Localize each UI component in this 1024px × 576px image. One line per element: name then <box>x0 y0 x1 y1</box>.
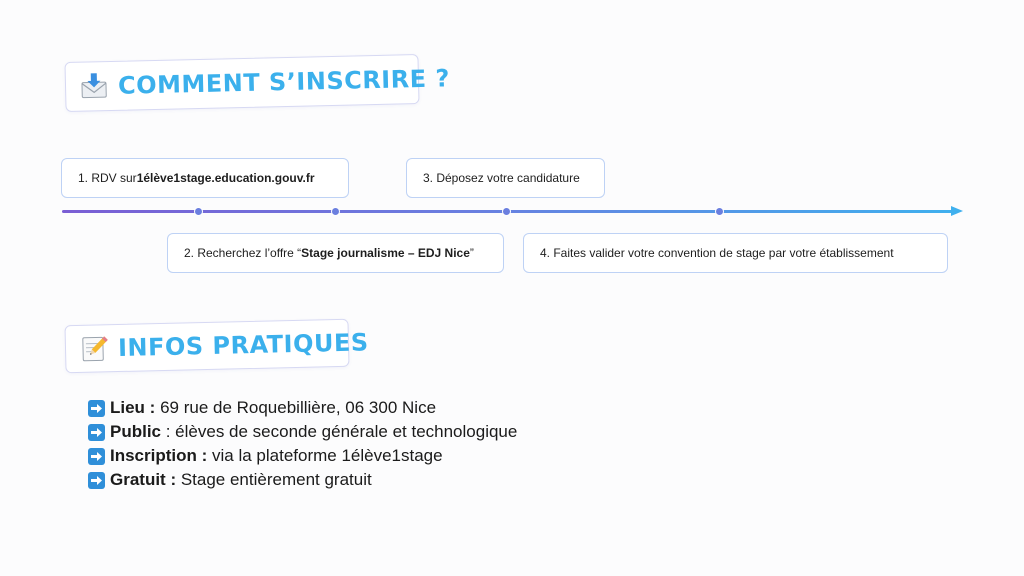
info-value: via la plateforme 1élève1stage <box>207 446 443 465</box>
envelope-download-icon <box>80 72 109 101</box>
info-key: Lieu : <box>110 398 156 417</box>
info-item-gratuit <box>88 468 517 492</box>
right-arrow-icon <box>88 448 105 465</box>
step-text: 4. Faites valider votre convention de stage par votre établissement <box>540 246 894 260</box>
timeline-dot <box>502 207 511 216</box>
step-text: 2. Recherchez l’offre “ <box>184 246 302 260</box>
timeline-dot <box>331 207 340 216</box>
info-item-lieu <box>88 396 517 420</box>
right-arrow-icon <box>88 472 105 489</box>
info-item-public <box>88 420 517 444</box>
timeline-arrow-head <box>951 206 963 216</box>
section-title-infos <box>64 319 369 373</box>
info-key: Gratuit : <box>110 470 177 489</box>
step-offer-name: Stage journalisme – EDJ Nice <box>301 246 470 260</box>
memo-pencil-icon <box>80 334 109 363</box>
timeline-dot <box>715 207 724 216</box>
info-value: Stage entièrement gratuit <box>176 470 372 489</box>
info-item-inscription <box>88 444 517 468</box>
timeline-step-2 <box>167 233 504 273</box>
right-arrow-icon <box>88 400 105 417</box>
timeline-dot <box>194 207 203 216</box>
step-text-suffix: ” <box>469 246 474 260</box>
infos-list <box>88 396 517 492</box>
timeline-step-1 <box>61 158 349 198</box>
timeline-step-4 <box>523 233 948 273</box>
step-link-text: 1élève1stage.education.gouv.fr <box>136 171 315 185</box>
step-text: 1. RDV sur <box>78 171 137 185</box>
section-title-inscrire <box>64 54 451 112</box>
section-title-label: INFOS PRATIQUES <box>117 328 369 363</box>
info-value: : élèves de seconde générale et technologique <box>161 422 518 441</box>
timeline-step-3 <box>406 158 605 198</box>
info-key: Public <box>110 422 162 441</box>
info-value: 69 rue de Roquebillière, 06 300 Nice <box>155 398 437 417</box>
info-key: Inscription : <box>110 446 208 465</box>
section-title-label: COMMENT S’INSCRIRE ? <box>117 64 451 100</box>
step-text: 3. Déposez votre candidature <box>423 171 580 185</box>
right-arrow-icon <box>88 424 105 441</box>
